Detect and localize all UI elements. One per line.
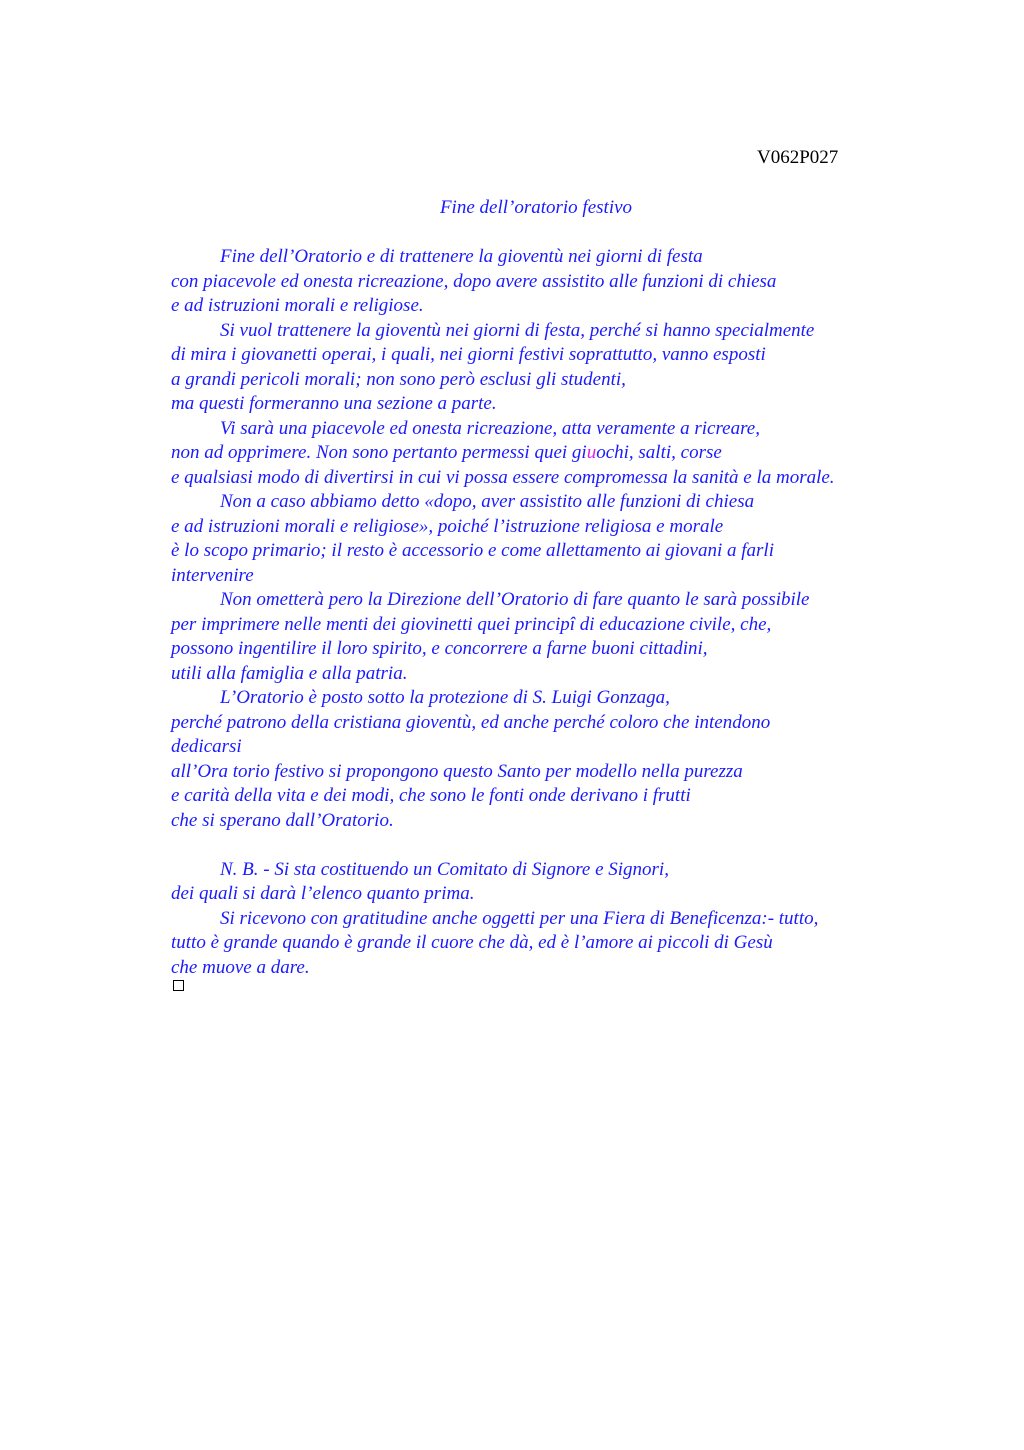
text-line: Fine dell’Oratorio e di trattenere la gioventù nei giorni di festa [220,246,703,267]
paragraph-5 [171,588,931,686]
text-line: perché patrono della cristiana gioventù, ed anche perché coloro che intendono [171,711,771,733]
paragraph-3 [171,417,931,491]
text-line: intervenire [171,564,254,586]
document-body [171,245,931,980]
text-line: di mira i giovanetti operai, i quali, nei giorni festivi soprattutto, vanno esposti [171,344,766,365]
text-line: Si ricevono con gratitudine anche oggetti per una Fiera di Beneficenza:- tutto, [220,907,819,929]
text-line: ma questi formeranno una sezione a parte. [171,393,497,414]
paragraph-1 [171,245,931,319]
text-line: possono ingentilire il loro spirito, e concorrere a farne buoni cittadini, [171,638,708,659]
text-line: utili alla famiglia e alla patria. [171,662,408,684]
text-line: e carità della vita e dei modi, che sono le fonti onde derivano i frutti [171,785,691,806]
text-line: che si sperano dall’Oratorio. [171,809,394,831]
text-line: dedicarsi [171,736,242,757]
paragraph-6 [171,686,931,833]
text-line: all’Ora torio festivo si propongono questo Santo per modello nella purezza [171,760,743,782]
text-line: L’Oratorio è posto sotto la protezione di S. Luigi Gonzaga, [220,687,670,708]
paragraph-7 [171,858,931,907]
text-line: Si vuol trattenere la gioventù nei giorni di festa, perché si hanno specialmente [220,319,815,341]
text-line [171,441,931,466]
text-line: dei quali si darà l’elenco quanto prima. [171,883,475,904]
text-segment: ochi, salti, corse [596,442,722,463]
end-of-document-box-icon [173,980,184,991]
text-line: Non ometterà pero la Direzione dell’Oratorio di fare quanto le sarà possibile [220,589,810,610]
text-line: Vi sarà una piacevole ed onesta ricreazione, atta veramente a ricreare, [220,417,760,439]
text-line: con piacevole ed onesta ricreazione, dopo avere assistito alle funzioni di chiesa [171,270,777,292]
text-line: che muove a dare. [171,956,310,978]
text-line: a grandi pericoli morali; non sono però esclusi gli studenti, [171,368,626,390]
page-code: V062P027 [757,147,839,168]
blank-line [171,833,931,858]
text-line: è lo scopo primario; il resto è accessorio e come allettamento ai giovani a farli [171,540,774,561]
text-line: e qualsiasi modo di divertirsi in cui vi possa essere compromessa la sanità e la morale. [171,466,835,488]
paragraph-2 [171,319,931,417]
paragraph-4 [171,490,931,588]
text-line: N. B. - Si sta costituendo un Comitato di Signore e Signori, [220,858,669,880]
paragraph-8 [171,907,931,981]
text-line: e ad istruzioni morali e religiose», poiché l’istruzione religiosa e morale [171,515,724,537]
text-line: per imprimere nelle menti dei giovinetti quei principî di educazione civile, che, [171,613,772,635]
document-title: Fine dell’oratorio festivo [439,197,633,218]
text-segment: non ad opprimere. Non sono pertanto permessi quei gi [171,442,587,463]
text-line: tutto è grande quando è grande il cuore che dà, ed è l’amore ai piccoli di Gesù [171,932,773,953]
text-line: e ad istruzioni morali e religiose. [171,295,424,316]
text-line: Non a caso abbiamo detto «dopo, aver assistito alle funzioni di chiesa [220,491,755,512]
highlighted-correction: u [586,442,597,463]
